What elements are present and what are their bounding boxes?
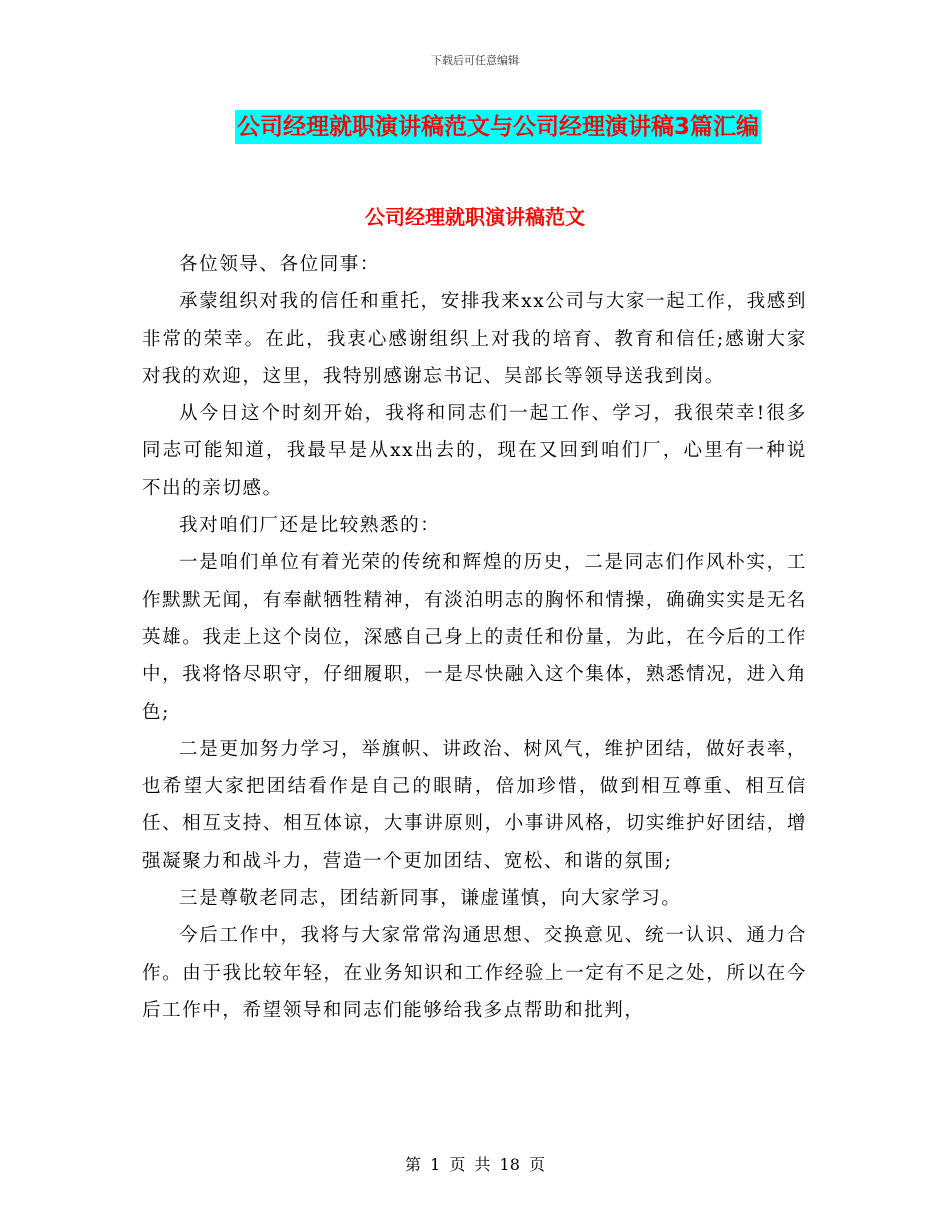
- paragraph: 二是更加努力学习，举旗帜、讲政治、树风气，维护团结，做好表率，也希望大家把团结看作是自己的眼睛，倍加珍惜，做到相互尊重、相互信任、相互支持、相互体谅，大事讲原则，小事讲风格，切实维护好团结，增强凝聚力和战斗力，营造一个更加团结、宽松、和谐的氛围;: [142, 738, 807, 872]
- section-title: 公司经理就职演讲稿范文: [365, 205, 585, 229]
- paragraph: 承蒙组织对我的信任和重托，安排我来xx公司与大家一起工作，我感到非常的荣幸。在此，我衷心感谢组织上对我的培育、教育和信任;感谢大家对我的欢迎，这里，我特别感谢忘书记、吴部长等领导送我到岗。: [142, 291, 807, 387]
- document-title-container: [0, 110, 950, 144]
- paragraph-salutation: 各位领导、各位同事：: [179, 254, 381, 275]
- paragraph: 三是尊敬老同志，团结新同事，谦虚谨慎，向大家学习。: [179, 888, 682, 910]
- page-header: 下载后可任意编辑: [431, 54, 519, 67]
- document-title: 公司经理就职演讲稿范文与公司经理演讲稿3篇汇编: [235, 110, 761, 144]
- paragraph: 从今日这个时刻开始，我将和同志们一起工作、学习，我很荣幸!很多同志可能知道，我最早是从xx出去的，现在又回到咱们厂，心里有一种说不出的亲切感。: [142, 403, 807, 499]
- paragraph: 一是咱们单位有着光荣的传统和辉煌的历史，二是同志们作风朴实，工作默默无闻，有奉献牺牲精神，有淡泊明志的胸怀和情操，确确实实是无名英雄。我走上这个岗位，深感自己身上的责任和份量，为此，在今后的工作中，我将恪尽职守，仔细履职，一是尽快融入这个集体，熟悉情况，进入角色;: [142, 552, 807, 723]
- page-number: 第 1 页 共 18 页: [405, 1155, 545, 1174]
- paragraph: 我对咱们厂还是比较熟悉的：: [179, 515, 441, 537]
- paragraph: 今后工作中，我将与大家常常沟通思想、交换意见、统一认识、通力合作。由于我比较年轻，在业务知识和工作经验上一定有不足之处，所以在今后工作中，希望领导和同志们能够给我多点帮助和批判，: [142, 925, 807, 1021]
- document-body: [142, 246, 807, 1029]
